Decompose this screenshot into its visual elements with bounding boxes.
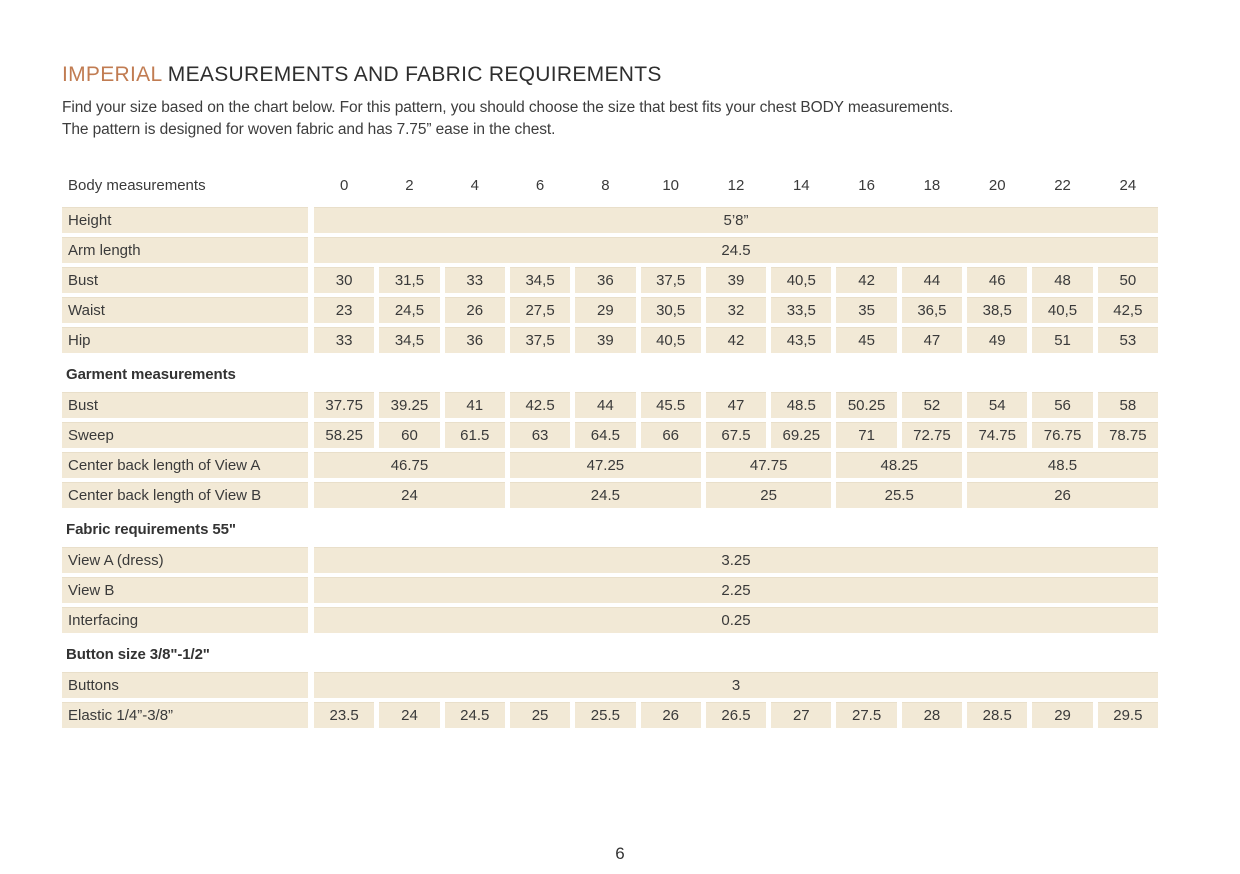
table-cell: 25.5	[575, 702, 635, 728]
table-row	[62, 207, 1158, 233]
merged-cell: 25.5	[836, 482, 962, 508]
table-cell: 23.5	[314, 702, 374, 728]
table-cell: 78.75	[1098, 422, 1158, 448]
row-cells	[314, 702, 1158, 728]
table-cell: 45.5	[641, 392, 701, 418]
size-column-header: 16	[858, 176, 875, 194]
table-cell: 24	[379, 702, 439, 728]
row-label: Elastic 1/4”-3/8”	[62, 702, 308, 728]
row-label: View B	[62, 577, 308, 603]
table-cell: 48	[1032, 267, 1092, 293]
table-cell: 47	[706, 392, 766, 418]
section-label: Fabric requirements 55"	[66, 520, 236, 538]
table-cell: 26	[641, 702, 701, 728]
table-header-label: Body measurements	[68, 176, 206, 194]
row-cells	[314, 452, 1158, 478]
table-cell: 36	[445, 327, 505, 353]
table-cell: 38,5	[967, 297, 1027, 323]
size-column-header: 20	[988, 176, 1006, 194]
row-label: Interfacing	[62, 607, 308, 633]
size-column-header: 18	[923, 176, 941, 194]
title-rest: MEASUREMENTS AND FABRIC REQUIREMENTS	[161, 63, 662, 86]
table-row	[62, 702, 1158, 728]
size-column-header: 10	[662, 176, 680, 194]
table-cell: 23	[314, 297, 374, 323]
table-cell: 34,5	[379, 327, 439, 353]
table-cell: 72.75	[902, 422, 962, 448]
intro-line-1: Find your size based on the chart below. For this pattern, you should choose the size that best fits your chest BODY measurements.	[62, 99, 954, 116]
merged-cell: 48.5	[967, 452, 1158, 478]
table-cell: 37.75	[314, 392, 374, 418]
merged-cell: 2.25	[314, 577, 1158, 603]
merged-cell: 47.25	[510, 452, 701, 478]
table-cell: 60	[379, 422, 439, 448]
table-cell: 64.5	[575, 422, 635, 448]
table-row	[62, 547, 1158, 573]
row-cells	[314, 577, 1158, 603]
table-cell: 48.5	[771, 392, 831, 418]
table-cell: 33	[445, 267, 505, 293]
size-table	[62, 171, 1158, 728]
row-label: Sweep	[62, 422, 308, 448]
size-column-header: 4	[470, 176, 479, 194]
row-label: Waist	[62, 297, 308, 323]
size-column-header: 2	[405, 176, 414, 194]
table-row	[62, 392, 1158, 418]
table-cell: 74.75	[967, 422, 1027, 448]
row-label: Hip	[62, 327, 308, 353]
row-cells	[314, 547, 1158, 573]
intro-line-2: The pattern is designed for woven fabric and has 7.75” ease in the chest.	[62, 121, 556, 138]
table-cell: 37,5	[641, 267, 701, 293]
table-cell: 51	[1032, 327, 1092, 353]
row-cells	[314, 672, 1158, 698]
table-cell: 35	[836, 297, 896, 323]
table-cell: 44	[575, 392, 635, 418]
row-cells	[314, 422, 1158, 448]
table-cell: 39	[575, 327, 635, 353]
size-column-header: 12	[727, 176, 745, 194]
table-cell: 58	[1098, 392, 1158, 418]
size-column-header: 6	[535, 176, 545, 194]
size-column-header: 0	[339, 176, 349, 194]
row-cells	[314, 207, 1158, 233]
table-cell: 53	[1098, 327, 1158, 353]
size-column-header: 8	[601, 176, 610, 194]
table-cell: 69.25	[771, 422, 831, 448]
table-cell: 46	[967, 267, 1027, 293]
title-highlight: IMPERIAL	[62, 63, 162, 86]
merged-cell: 0.25	[314, 607, 1158, 633]
table-cell: 28	[902, 702, 962, 728]
merged-cell: 48.25	[836, 452, 962, 478]
table-cell: 58.25	[314, 422, 374, 448]
table-row	[62, 327, 1158, 353]
table-cell: 27,5	[510, 297, 570, 323]
table-row	[62, 607, 1158, 633]
table-row	[62, 267, 1158, 293]
table-cell: 41	[445, 392, 505, 418]
merged-cell: 24.5	[510, 482, 701, 508]
size-column-header: 24	[1119, 176, 1137, 194]
table-cell: 29.5	[1098, 702, 1158, 728]
table-cell: 34,5	[510, 267, 570, 293]
table-row	[62, 237, 1158, 263]
merged-cell: 24.5	[314, 237, 1158, 263]
merged-cell: 3.25	[314, 547, 1158, 573]
row-cells	[314, 607, 1158, 633]
row-cells	[314, 267, 1158, 293]
table-cell: 29	[575, 297, 635, 323]
table-cell: 27.5	[836, 702, 896, 728]
table-cell: 39	[706, 267, 766, 293]
table-cell: 29	[1032, 702, 1092, 728]
table-cell: 24.5	[445, 702, 505, 728]
row-cells	[314, 297, 1158, 323]
table-cell: 50	[1098, 267, 1158, 293]
table-cell: 45	[836, 327, 896, 353]
table-cell: 76.75	[1032, 422, 1092, 448]
row-label: Bust	[62, 392, 308, 418]
table-cell: 42.5	[510, 392, 570, 418]
table-cell: 25	[510, 702, 570, 728]
table-cell: 49	[967, 327, 1027, 353]
table-cell: 28.5	[967, 702, 1027, 728]
table-cell: 67.5	[706, 422, 766, 448]
table-cell: 50.25	[836, 392, 896, 418]
table-cell: 27	[771, 702, 831, 728]
merged-cell: 25	[706, 482, 832, 508]
section-label: Button size 3/8"-1/2"	[66, 645, 210, 663]
table-body	[62, 207, 1158, 728]
row-label: Arm length	[62, 237, 308, 263]
row-cells	[314, 392, 1158, 418]
table-cell: 40,5	[641, 327, 701, 353]
table-cell: 61.5	[445, 422, 505, 448]
merged-cell: 24	[314, 482, 505, 508]
table-row	[62, 422, 1158, 448]
table-cell: 42	[836, 267, 896, 293]
table-cell: 42,5	[1098, 297, 1158, 323]
table-cell: 26	[445, 297, 505, 323]
merged-cell: 3	[314, 672, 1158, 698]
table-row	[62, 452, 1158, 478]
row-cells	[314, 482, 1158, 508]
intro-paragraph	[62, 97, 1158, 141]
table-cell: 54	[967, 392, 1027, 418]
row-label: Buttons	[62, 672, 308, 698]
row-label: Center back length of View A	[62, 452, 308, 478]
table-cell: 52	[902, 392, 962, 418]
row-label: Height	[62, 207, 308, 233]
page-number: 6	[615, 844, 625, 863]
row-cells	[314, 237, 1158, 263]
section-header-row	[62, 516, 1158, 542]
row-label: View A (dress)	[62, 547, 308, 573]
page-title	[62, 62, 1158, 88]
section-header-row	[62, 361, 1158, 387]
table-cell: 37,5	[510, 327, 570, 353]
table-cell: 36	[575, 267, 635, 293]
section-label: Garment measurements	[66, 365, 236, 383]
table-cell: 66	[641, 422, 701, 448]
size-column-header: 22	[1054, 176, 1071, 194]
row-cells	[314, 327, 1158, 353]
table-cell: 40,5	[771, 267, 831, 293]
row-label: Bust	[62, 267, 308, 293]
size-column-headers	[314, 171, 1158, 199]
table-cell: 32	[706, 297, 766, 323]
table-cell: 30,5	[641, 297, 701, 323]
table-cell: 39.25	[379, 392, 439, 418]
table-row	[62, 482, 1158, 508]
table-cell: 40,5	[1032, 297, 1092, 323]
table-row	[62, 672, 1158, 698]
table-row	[62, 297, 1158, 323]
table-cell: 36,5	[902, 297, 962, 323]
table-cell: 24,5	[379, 297, 439, 323]
page-content	[62, 62, 1158, 732]
merged-cell: 5’8”	[314, 207, 1158, 233]
merged-cell: 47.75	[706, 452, 832, 478]
table-cell: 56	[1032, 392, 1092, 418]
table-cell: 47	[902, 327, 962, 353]
size-column-header: 14	[792, 176, 810, 194]
table-cell: 30	[314, 267, 374, 293]
table-cell: 42	[706, 327, 766, 353]
merged-cell: 46.75	[314, 452, 505, 478]
merged-cell: 26	[967, 482, 1158, 508]
table-header-row	[62, 171, 1158, 199]
table-cell: 33	[314, 327, 374, 353]
table-cell: 44	[902, 267, 962, 293]
table-cell: 31,5	[379, 267, 439, 293]
table-cell: 71	[836, 422, 896, 448]
row-label: Center back length of View B	[62, 482, 308, 508]
table-cell: 43,5	[771, 327, 831, 353]
table-cell: 26.5	[706, 702, 766, 728]
table-row	[62, 577, 1158, 603]
section-header-row	[62, 641, 1158, 667]
table-cell: 63	[510, 422, 570, 448]
table-cell: 33,5	[771, 297, 831, 323]
